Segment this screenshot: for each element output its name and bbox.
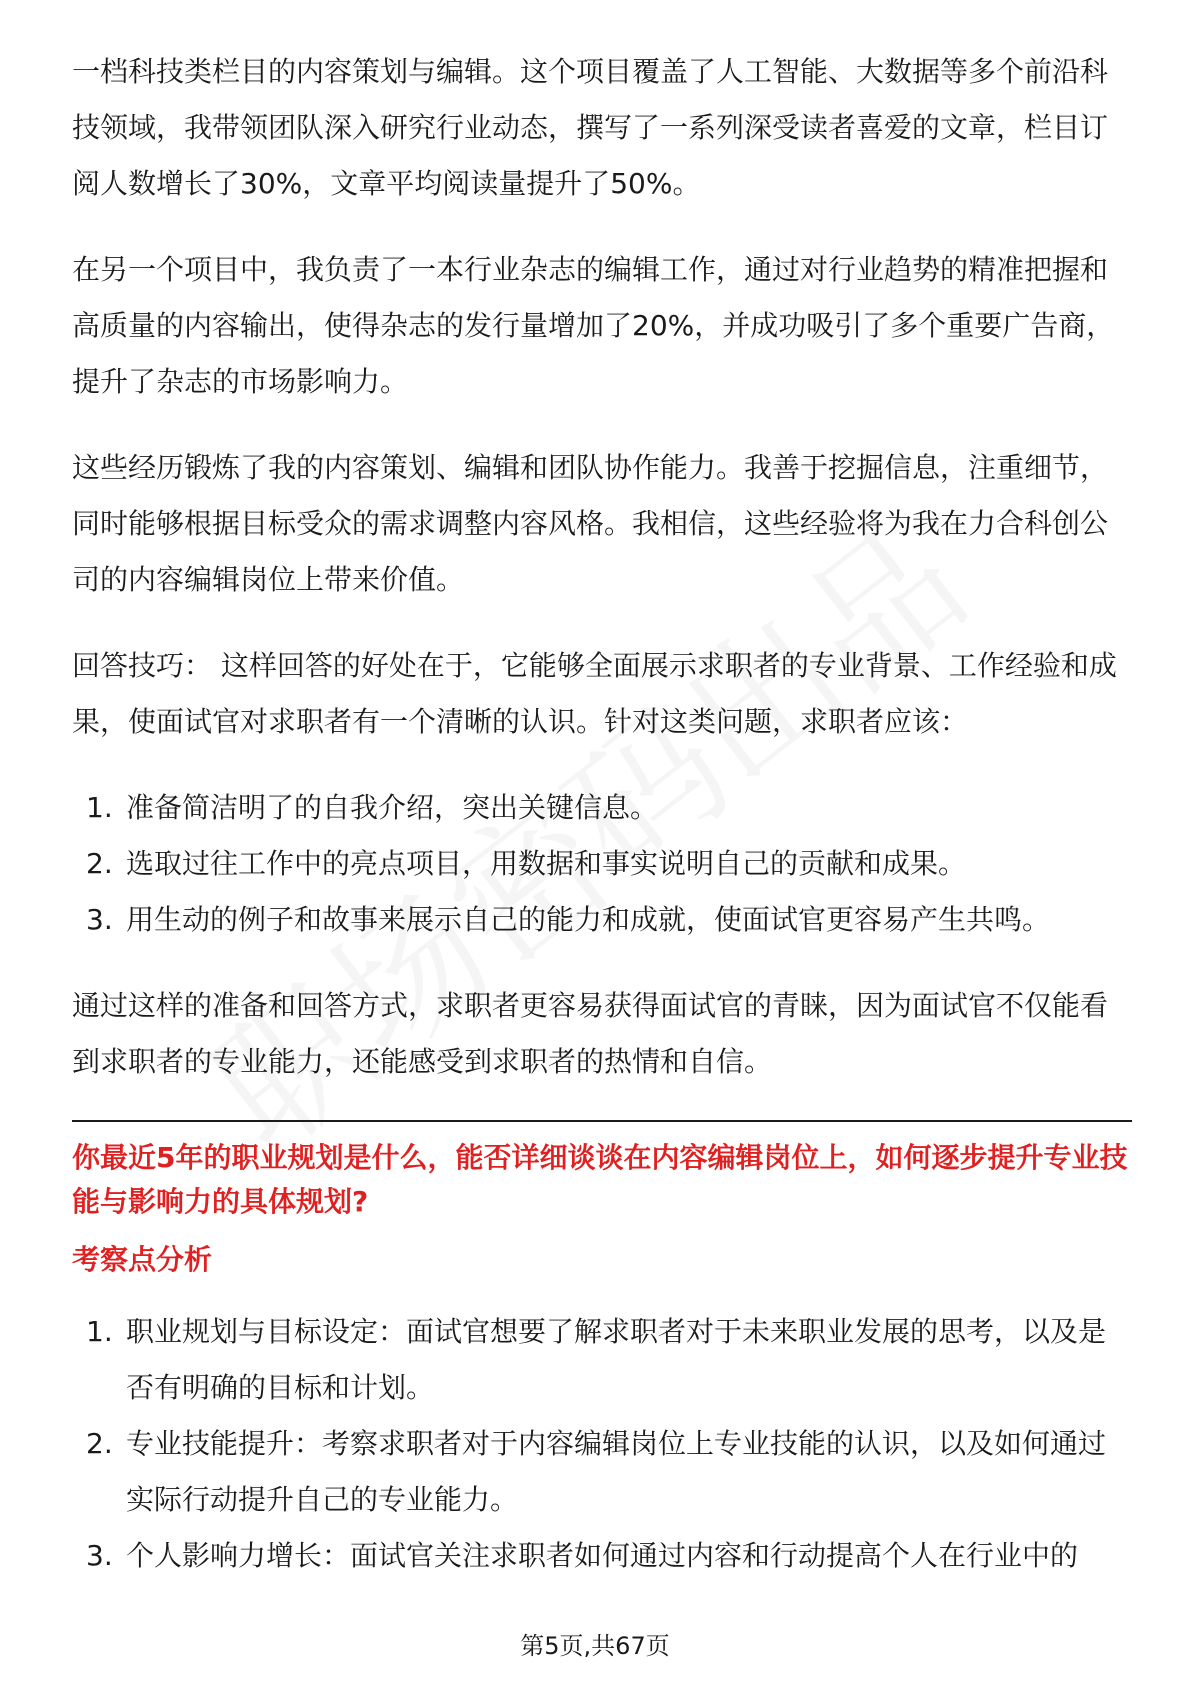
list-item-text: 准备简洁明了的自我介绍，突出关键信息。: [126, 791, 659, 824]
paragraph-answer-tips: 回答技巧： 这样回答的好处在于，它能够全面展示求职者的专业背景、工作经验和成果，使面试官对求职者有一个清晰的认识。针对这类问题，求职者应该：: [72, 649, 1117, 738]
list-item: [72, 1304, 1132, 1416]
interview-question: 你最近5年的职业规划是什么，能否详细谈谈在内容编辑岗位上，如何逐步提升专业技能与影响力的具体规划?: [72, 1141, 1128, 1218]
page-content: [72, 44, 1132, 1614]
list-item: [72, 1528, 1132, 1584]
list-item: [72, 836, 1132, 892]
list-item-text: 用生动的例子和故事来展示自己的能力和成就，使面试官更容易产生共鸣。: [126, 903, 1051, 936]
analysis-list: [72, 1304, 1132, 1584]
list-item: [72, 780, 1132, 836]
list-number: 1.: [86, 1315, 113, 1348]
paragraph-closing: 通过这样的准备和回答方式，求职者更容易获得面试官的青睐，因为面试官不仅能看到求职者的专业能力，还能感受到求职者的热情和自信。: [72, 989, 1109, 1078]
list-item: [72, 1416, 1132, 1528]
list-item-text: 选取过往工作中的亮点项目，用数据和事实说明自己的贡献和成果。: [126, 847, 967, 880]
list-number: 1.: [86, 791, 113, 824]
list-item-text: 职业规划与目标设定：面试官想要了解求职者对于未来职业发展的思考，以及是否有明确的目标和计划。: [126, 1315, 1107, 1404]
list-number: 3.: [86, 903, 113, 936]
paragraph-skills: 这些经历锻炼了我的内容策划、编辑和团队协作能力。我善于挖掘信息，注重细节，同时能够根据目标受众的需求调整内容风格。我相信，这些经验将为我在力合科创公司的内容编辑岗位上带来价值。: [72, 451, 1109, 596]
section-divider: [72, 1120, 1132, 1122]
list-item-text: 个人影响力增长：面试官关注求职者如何通过内容和行动提高个人在行业中的: [126, 1539, 1079, 1572]
paragraph-project-tech: 一档科技类栏目的内容策划与编辑。这个项目覆盖了人工智能、大数据等多个前沿科技领域，我带领团队深入研究行业动态，撰写了一系列深受读者喜爱的文章，栏目订阅人数增长了30%，文章平均阅读量提升了50%。: [72, 55, 1109, 200]
paragraph-project-magazine: 在另一个项目中，我负责了一本行业杂志的编辑工作，通过对行业趋势的精准把握和高质量的内容输出，使得杂志的发行量增加了20%，并成功吸引了多个重要广告商，提升了杂志的市场影响力。: [72, 253, 1115, 398]
list-item-text: 专业技能提升：考察求职者对于内容编辑岗位上专业技能的认识，以及如何通过实际行动提升自己的专业能力。: [126, 1427, 1107, 1516]
list-item: [72, 892, 1132, 948]
list-number: 3.: [86, 1539, 113, 1572]
section-title: 考察点分析: [72, 1243, 213, 1276]
page-footer: 第5页,共67页: [520, 1632, 670, 1660]
list-number: 2.: [86, 847, 113, 880]
tips-list: [72, 780, 1132, 948]
list-number: 2.: [86, 1427, 113, 1460]
